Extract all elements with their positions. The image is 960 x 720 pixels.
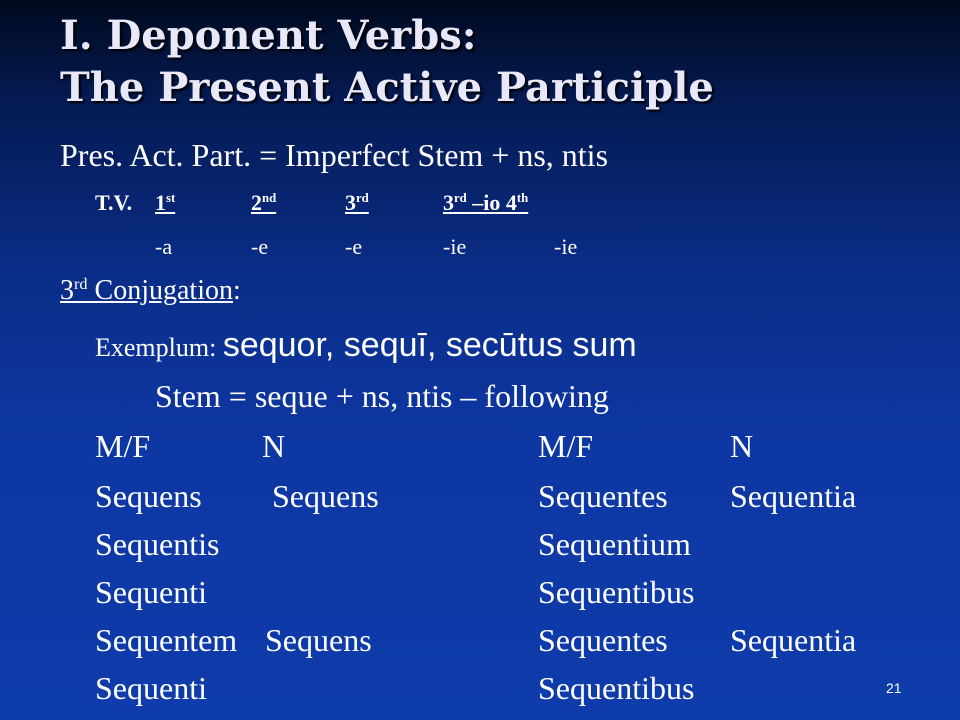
table-cell: Sequentem <box>95 622 238 658</box>
tv-header-3io-4: 3rd –io 4th <box>443 190 529 215</box>
table-cell: Sequentis <box>95 526 220 562</box>
formula-line: Pres. Act. Part. = Imperfect Stem + ns, ntis <box>60 137 609 173</box>
title-line-1: I. Deponent Verbs: <box>60 12 477 59</box>
example-label: Exemplum: <box>95 333 223 362</box>
table-cell: Sequens <box>95 478 202 514</box>
example-line <box>95 326 637 365</box>
tv-vowel-1: -a <box>155 234 173 259</box>
table-cell: Sequentes <box>538 622 668 658</box>
tv-header-3: 3rd <box>345 190 369 215</box>
table-cell: Sequentes <box>538 478 668 514</box>
theme-vowel-label: T.V. <box>95 190 133 215</box>
example-verb: sequor, sequī, secūtus sum <box>222 326 637 364</box>
col-header-n-singular: N <box>262 428 286 464</box>
table-cell: Sequenti <box>95 670 207 706</box>
col-header-n-plural: N <box>730 428 754 464</box>
table-cell: Sequentium <box>538 526 691 562</box>
tv-header-2: 2nd <box>251 190 277 215</box>
table-cell: Sequens <box>272 478 379 514</box>
conjugation-heading: 3rd Conjugation: <box>60 274 241 306</box>
table-cell: Sequentibus <box>538 670 695 706</box>
tv-vowel-2: -e <box>251 234 269 259</box>
slide-title <box>60 10 714 114</box>
col-header-mf-plural: M/F <box>538 428 594 464</box>
tv-vowel-3: -e <box>345 234 363 259</box>
col-header-mf-singular: M/F <box>95 428 151 464</box>
table-cell: Sequentia <box>730 478 857 514</box>
title-line-2: The Present Active Participle <box>60 64 714 111</box>
table-cell: Sequenti <box>95 574 207 610</box>
stem-line: Stem = seque + ns, ntis – following <box>155 378 609 414</box>
table-cell: Sequentibus <box>538 574 695 610</box>
tv-header-1: 1st <box>155 190 176 215</box>
tv-vowel-4: -ie <box>554 234 578 259</box>
table-cell: Sequentia <box>730 622 857 658</box>
page-number: 21 <box>886 680 902 696</box>
tv-vowel-3io: -ie <box>443 234 467 259</box>
table-cell: Sequens <box>265 622 372 658</box>
